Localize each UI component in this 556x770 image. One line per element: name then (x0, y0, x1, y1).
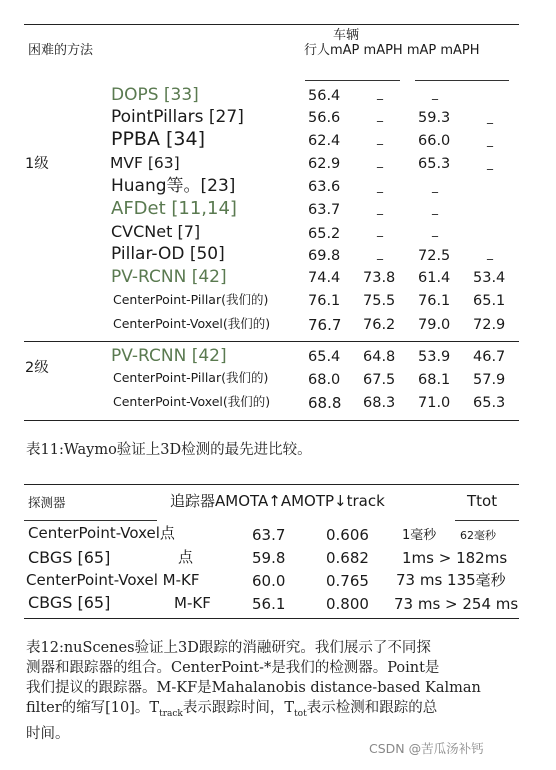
cell-value: 79.0 (418, 317, 451, 333)
table11-method-header: 困难的方法 (28, 43, 94, 58)
level2-label: 2级 (25, 360, 49, 376)
cell-value: 56.4 (308, 88, 341, 104)
caption-subscript: track (159, 708, 183, 719)
cell-value: 68.8 (308, 394, 342, 412)
cell-value: _ (432, 201, 438, 215)
cell-value: _ (377, 86, 383, 100)
cell-value: _ (377, 246, 383, 260)
cell-value: _ (377, 201, 383, 215)
method-name: PPBA [34] (111, 128, 205, 150)
method-name: MVF [63] (110, 154, 180, 172)
cell-value: 68.3 (363, 395, 396, 411)
cell-value: 73.8 (363, 270, 396, 286)
cell-value: 65.2 (308, 226, 341, 242)
caption-subscript: tot (294, 708, 307, 719)
table11-caption: 表11:Waymo验证上3D检测的最先进比较。 (26, 442, 312, 458)
cell-value: 1毫秒 (402, 528, 437, 543)
tracker-name: M-KF (174, 594, 211, 612)
cell-value: _ (487, 156, 493, 170)
cell-value: 73 ms > 254 ms (394, 595, 519, 613)
cell-value: 61.4 (418, 270, 451, 286)
cell-value: _ (487, 246, 493, 260)
cell-value: 76.1 (418, 293, 451, 309)
cell-value: 63.6 (308, 179, 341, 195)
cell-value: 60.0 (252, 572, 286, 590)
cell-value: 76.2 (363, 317, 396, 333)
detector-name: CBGS [65] (28, 548, 111, 567)
cell-value: 56.1 (252, 595, 286, 613)
table11-bottom-rule (24, 420, 519, 421)
level1-label: 1级 (25, 156, 49, 172)
table12-ttot-header: Ttot (467, 492, 498, 510)
cell-value: 71.0 (418, 395, 451, 411)
cell-value: 56.6 (308, 110, 341, 126)
watermark: CSDN @苦瓜汤补钙 (369, 741, 484, 756)
cell-value: 67.5 (363, 372, 396, 388)
table11-vehicle-group-header: 车辆 (333, 28, 360, 43)
cell-value: 68.0 (308, 372, 341, 388)
method-name: Pillar-OD [50] (111, 244, 225, 264)
caption-line: 测器和跟踪器的组合。CenterPoint-*是我们的检测器。Point是 (26, 660, 440, 676)
caption-line: 时间。 (26, 725, 70, 742)
table11-pedestrian-underline (415, 80, 509, 81)
cell-value: 68.1 (418, 372, 451, 388)
method-name: Huang等。[23] (111, 176, 236, 196)
cell-value: 73 ms 135毫秒 (396, 571, 506, 589)
cell-value: 1ms > 182ms (402, 549, 508, 567)
cell-value: 74.4 (308, 270, 341, 286)
cell-value: 0.606 (326, 526, 369, 544)
table12-detector-header: 探测器 (28, 495, 66, 510)
cell-value: _ (432, 86, 438, 100)
caption-line (26, 698, 526, 724)
cell-value: 53.9 (418, 349, 451, 365)
cell-value: 0.800 (326, 595, 369, 613)
detector-name: CenterPoint-Voxel M-KF (26, 571, 200, 589)
caption-text: 表示跟踪时间，T (182, 700, 295, 716)
cell-value: 65.3 (418, 156, 451, 172)
cell-value: 0.682 (326, 549, 369, 567)
cell-value: 65.4 (308, 349, 341, 365)
cell-value: _ (377, 131, 383, 145)
cell-value: 72.9 (473, 317, 506, 333)
cell-value: 62.4 (308, 133, 341, 149)
cell-value: _ (487, 110, 493, 124)
cell-value: _ (432, 223, 438, 237)
method-name: CenterPoint-Voxel(我们的) (113, 316, 271, 331)
cell-value: _ (377, 154, 383, 168)
cell-value: 59.3 (418, 110, 451, 126)
method-name: CenterPoint-Pillar(我们的) (113, 370, 269, 385)
cell-value: 65.3 (473, 395, 506, 411)
table12-detector-underline (24, 520, 157, 521)
cell-value: _ (487, 133, 493, 147)
method-name: CenterPoint-Pillar(我们的) (113, 292, 269, 307)
table12-metrics-header: 追踪器AMOTA↑AMOTP↓track (170, 492, 385, 510)
caption-line: 我们提议的跟踪器。M-KF是Mahalanobis distance-based Kalman (26, 680, 481, 696)
table11-top-rule (24, 24, 519, 25)
method-name: CVCNet [7] (111, 222, 201, 241)
table11-mid-rule (24, 341, 519, 342)
table12-bottom-rule (24, 618, 519, 619)
table12-caption (26, 638, 526, 744)
cell-value: 75.5 (363, 293, 396, 309)
cell-value: _ (377, 108, 383, 122)
method-name: PV-RCNN [42] (111, 267, 227, 287)
method-name: PointPillars [27] (111, 107, 244, 127)
cell-value: 57.9 (473, 372, 506, 388)
cell-value: 69.8 (308, 248, 341, 264)
table12-ttot-underline (455, 520, 519, 521)
method-name: PV-RCNN [42] (111, 346, 227, 366)
cell-value: 63.7 (308, 202, 341, 218)
cell-value: 59.8 (252, 549, 286, 567)
detector-name: CBGS [65] (28, 593, 111, 612)
cell-value: _ (377, 223, 383, 237)
cell-value: 76.1 (308, 293, 341, 309)
cell-value: 62.9 (308, 156, 341, 172)
cell-value: _ (377, 179, 383, 193)
cell-value: 53.4 (473, 270, 506, 286)
detector-name: CenterPoint-Voxel点 (28, 524, 175, 542)
cell-value: 63.7 (252, 526, 286, 544)
method-name: AFDet [11,14] (111, 198, 237, 219)
method-name: DOPS [33] (111, 85, 199, 105)
cell-value: 62毫秒 (460, 529, 496, 542)
cell-value: 64.8 (363, 349, 396, 365)
caption-text: 表示检测和跟踪的总 (306, 700, 438, 716)
tracker-name: 点 (178, 548, 194, 566)
cell-value: 76.7 (308, 316, 342, 334)
caption-line: 表12:nuScenes验证上3D跟踪的消融研究。我们展示了不同探 (26, 640, 431, 656)
cell-value: _ (432, 179, 438, 193)
caption-text: filter的缩写[10]。T (26, 700, 160, 716)
table12-top-rule (24, 484, 519, 485)
cell-value: 66.0 (418, 133, 451, 149)
cell-value: 72.5 (418, 248, 451, 264)
table11-column-labels: 行人mAP mAPH mAP mAPH (304, 43, 480, 58)
cell-value: 46.7 (473, 349, 506, 365)
table11-vehicle-underline (305, 80, 400, 81)
method-name: CenterPoint-Voxel(我们的) (113, 394, 271, 409)
cell-value: 0.765 (326, 572, 369, 590)
cell-value: 65.1 (473, 293, 506, 309)
